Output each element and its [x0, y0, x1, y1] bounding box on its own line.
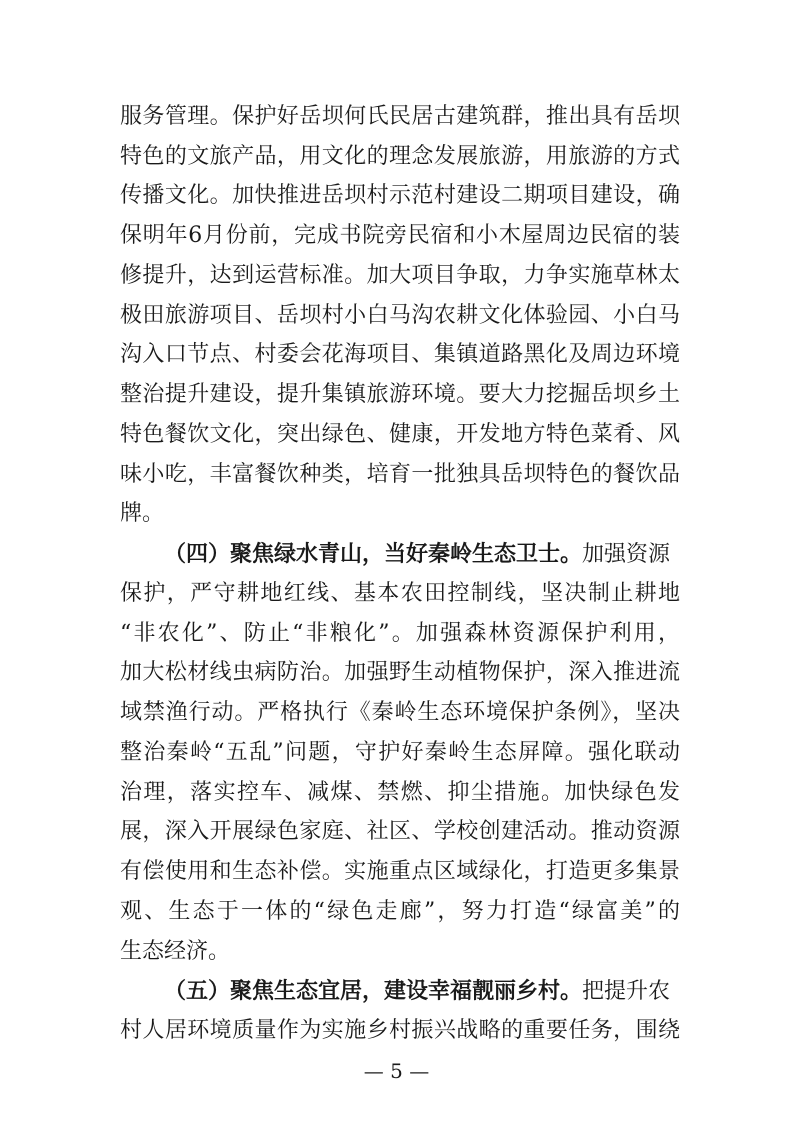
text-line: 村人居环境质量作为实施乡村振兴战略的重要任务，围绕	[120, 1018, 680, 1043]
text-line: 修提升，达到运营标准。加大项目争取，力争实施草林太	[120, 263, 680, 288]
text-line: 治理，落实控车、减煤、禁燃、抑尘措施。加快绿色发	[120, 780, 680, 805]
text-line: 传播文化。加快推进岳坝村示范村建设二期项目建设，确	[120, 183, 680, 208]
text-line: 极田旅游项目、岳坝村小白马沟农耕文化体验园、小白马	[120, 303, 680, 328]
text-line: 展，深入开展绿色家庭、社区、学校创建活动。推动资源	[120, 819, 680, 844]
text-line: 整治秦岭“五乱”问题，守护好秦岭生态屏障。强化联动	[120, 740, 680, 765]
text-line: 域禁渔行动。严格执行《秦岭生态环境保护条例》，坚决	[120, 700, 680, 725]
section-5-heading: （五）聚焦生态宜居，建设幸福靓丽乡村。	[164, 978, 583, 1004]
text-line: 加大松材线虫病防治。加强野生动植物保护，深入推进流	[120, 660, 680, 685]
text-line: “非农化”、防止“非粮化”。加强森林资源保护利用，	[120, 621, 680, 646]
text-line: 整治提升建设，提升集镇旅游环境。要大力挖掘岳坝乡土	[120, 382, 680, 407]
section-4-heading: （四）聚焦绿水青山，当好秦岭生态卫士。	[164, 541, 583, 567]
text-line: 保明年6月份前，完成书院旁民宿和小木屋周边民宿的装	[120, 223, 680, 248]
text-line: 保护，严守耕地红线、基本农田控制线，坚决制止耕地	[120, 581, 680, 606]
section-4-first-line	[164, 534, 680, 574]
text-line: 特色餐饮文化，突出绿色、健康，开发地方特色菜肴、风	[120, 422, 680, 447]
page-number: — 5 —	[363, 1059, 430, 1083]
section-5-rest: 把提升农	[582, 979, 671, 1004]
text-line: 特色的文旅产品，用文化的理念发展旅游，用旅游的方式	[120, 144, 680, 169]
text-line: 味小吃，丰富餐饮种类，培育一批独具岳坝特色的餐饮品	[120, 462, 680, 487]
text-line: 服务管理。保护好岳坝何氏民居古建筑群，推出具有岳坝	[120, 104, 680, 129]
text-line: 有偿使用和生态补偿。实施重点区域绿化，打造更多集景	[120, 859, 680, 884]
text-line: 沟入口节点、村委会花海项目、集镇道路黑化及周边环境	[120, 342, 680, 367]
text-line: 观、生态于一体的“绿色走廊”，努力打造“绿富美”的	[120, 899, 680, 924]
section-4-rest: 加强资源	[582, 542, 671, 567]
section-5-first-line	[164, 971, 680, 1011]
text-line: 牌。	[120, 501, 165, 526]
text-line: 生态经济。	[120, 939, 231, 964]
